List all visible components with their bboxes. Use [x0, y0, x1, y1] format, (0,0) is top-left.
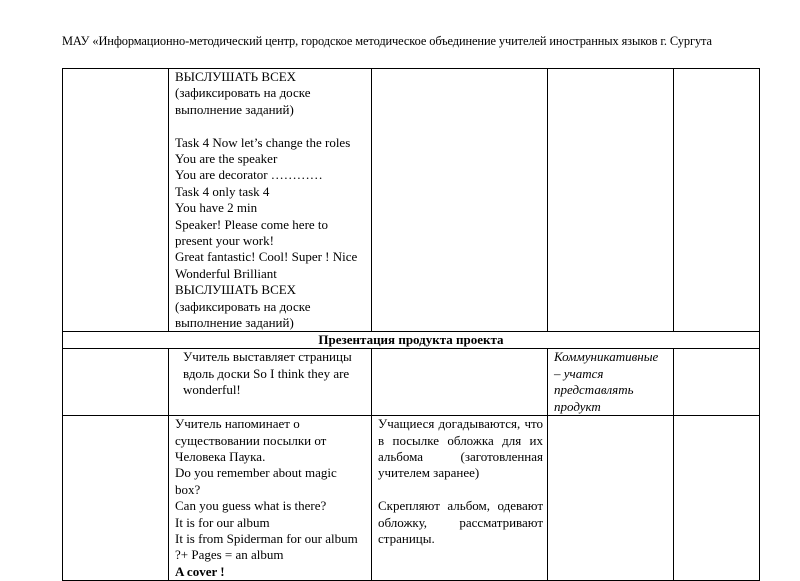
- section-title: Презентация продукта проекта: [63, 332, 760, 349]
- text-line: выполнение заданий): [175, 101, 294, 117]
- section-header-row: [63, 332, 760, 349]
- students-text-2: Скрепляют альбом, одевают обложку, рассматривают страницы.: [378, 498, 543, 546]
- text-line: A cover !: [175, 563, 225, 579]
- notes-cell: [674, 416, 760, 581]
- uud-cell: [548, 69, 674, 332]
- page-header: МАУ «Информационно-методический центр, городское методическое объединение учителей иностранных языков г. Сургута: [62, 34, 712, 48]
- stage-cell: [63, 416, 169, 581]
- teacher-activity-cell: [169, 69, 372, 332]
- text-line: You are decorator …………: [175, 167, 323, 183]
- table-row: [63, 416, 760, 581]
- text-line: (зафиксировать на доске: [175, 85, 311, 101]
- text-line: [175, 118, 367, 134]
- teacher-activity-cell: [169, 416, 372, 581]
- notes-cell: [674, 69, 760, 332]
- table-row: [63, 349, 760, 416]
- stage-cell: [63, 69, 169, 332]
- text-line: Человека Паука.: [175, 448, 266, 464]
- student-activity-cell: [372, 69, 548, 332]
- notes-cell: [674, 349, 760, 416]
- text-line: present your work!: [175, 233, 274, 249]
- stage-cell: [63, 349, 169, 416]
- text-line: Great fantastic! Cool! Super ! Nice: [175, 249, 358, 265]
- lesson-table: [62, 68, 760, 581]
- text-line: You have 2 min: [175, 200, 258, 216]
- text-line: (зафиксировать на доске: [175, 298, 311, 314]
- text-line: Can you guess what is there?: [175, 498, 327, 514]
- text-line: Task 4 only task 4: [175, 183, 270, 199]
- text-line: It is from Spiderman for our album: [175, 530, 358, 546]
- student-activity-cell: [372, 349, 548, 416]
- uud-cell: [548, 416, 674, 581]
- text-line: ВЫСЛУШАТЬ ВСЕХ: [175, 69, 297, 84]
- text-line: Task 4 Now let’s change the roles: [175, 134, 351, 150]
- text-line: It is for our album: [175, 514, 270, 530]
- text-line: ?+ Pages = an album: [175, 547, 284, 563]
- text-line: ВЫСЛУШАТЬ ВСЕХ: [175, 282, 297, 298]
- text-line: Do you remember about magic: [175, 465, 337, 481]
- teacher-activity-cell: Учитель выставляет страницы вдоль доски So I think they are wonderful!: [169, 349, 372, 416]
- text-line: выполнение заданий): [175, 315, 294, 331]
- uud-cell: Коммуникативные – учатся представлять продукт: [548, 349, 674, 416]
- student-activity-cell: [372, 416, 548, 581]
- text-line: box?: [175, 481, 201, 497]
- text-line: Учитель напоминает о: [175, 416, 300, 432]
- text-line: Speaker! Please come here to: [175, 216, 329, 232]
- text-line: Wonderful Brilliant: [175, 265, 277, 281]
- text-line: существовании посылки от: [175, 432, 327, 448]
- text-line: You are the speaker: [175, 151, 278, 167]
- table-row: [63, 69, 760, 332]
- students-text-1: Учащиеся догадываются, что в посылке обложка для их альбома (заготовленная учителем заранее): [378, 416, 543, 481]
